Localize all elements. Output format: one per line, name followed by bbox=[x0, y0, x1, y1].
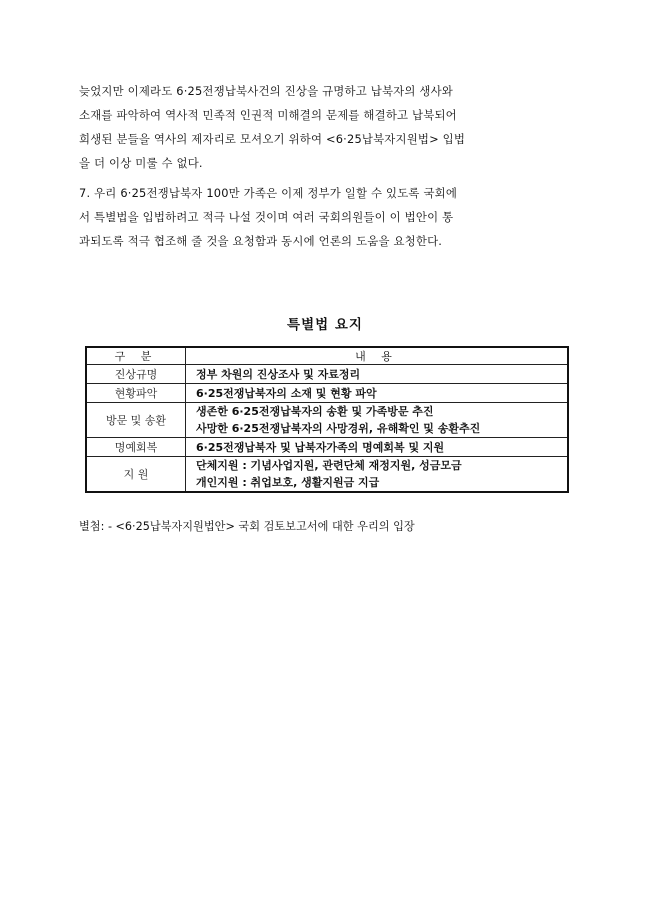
content-line: 단체지원 : 기념사업지원, 관련단체 재정지원, 성금모금 bbox=[196, 459, 462, 472]
row-category: 진상규명 bbox=[86, 365, 186, 384]
table-header-row bbox=[86, 347, 568, 365]
table-title: 특별법 요지 bbox=[287, 317, 363, 333]
header-content: 내 용 bbox=[186, 347, 569, 365]
paragraph-line: 과되도록 적극 협조해 줄 것을 요청함과 동시에 언론의 도움을 요청한다. bbox=[79, 234, 443, 248]
header-category: 구 분 bbox=[86, 347, 186, 365]
paragraph-line: 희생된 분들을 역사의 제자리로 모셔오기 위하여 <6·25납북자지원법> 입법 bbox=[79, 132, 466, 146]
paragraph-line: 서 특별법을 입법하려고 적극 나설 것이며 여러 국회의원들이 이 법안이 통 bbox=[79, 210, 454, 224]
row-category: 현황파악 bbox=[86, 384, 186, 403]
row-content bbox=[186, 438, 569, 457]
paragraph-line: 을 더 이상 미룰 수 없다. bbox=[79, 156, 203, 170]
content-line: 6·25전쟁납북자 및 납북자가족의 명예회복 및 지원 bbox=[196, 440, 445, 454]
paragraph-7 bbox=[79, 181, 569, 253]
content-line: 생존한 6·25전쟁납북자의 송환 및 가족방문 추진 bbox=[196, 405, 434, 418]
paragraph-line: 7. 우리 6·25전쟁납북자 100만 가족은 이제 정부가 일할 수 있도록 국회에 bbox=[79, 186, 458, 200]
paragraph-1 bbox=[79, 79, 569, 175]
table-row bbox=[86, 365, 568, 384]
row-category: 지 원 bbox=[86, 457, 186, 493]
content-line: 정부 차원의 진상조사 및 자료정리 bbox=[196, 367, 361, 381]
row-content bbox=[186, 403, 569, 438]
content-line: 6·25전쟁납북자의 소재 및 현황 파악 bbox=[196, 386, 377, 400]
paragraph-line: 소재를 파악하여 역사적 민족적 인권적 미해결의 문제를 해결하고 납북되어 bbox=[79, 108, 457, 122]
table-row bbox=[86, 384, 568, 403]
row-content bbox=[186, 365, 569, 384]
row-content bbox=[186, 457, 569, 493]
row-category: 명예회복 bbox=[86, 438, 186, 457]
table-row bbox=[86, 457, 568, 493]
content-line: 개인지원 : 취업보호, 생활지원금 지급 bbox=[196, 476, 380, 489]
paragraph-line: 늦었지만 이제라도 6·25전쟁납북사건의 진상을 규명하고 납북자의 생사와 bbox=[79, 84, 453, 98]
summary-table bbox=[85, 346, 569, 493]
row-content bbox=[186, 384, 569, 403]
content-line: 사망한 6·25전쟁납북자의 사망경위, 유해확인 및 송환추진 bbox=[196, 422, 481, 435]
table-row bbox=[86, 403, 568, 438]
row-category: 방문 및 송환 bbox=[86, 403, 186, 438]
table-row bbox=[86, 438, 568, 457]
attachment-note: 별첨: - <6·25납북자지원법안> 국회 검토보고서에 대한 우리의 입장 bbox=[79, 520, 415, 533]
